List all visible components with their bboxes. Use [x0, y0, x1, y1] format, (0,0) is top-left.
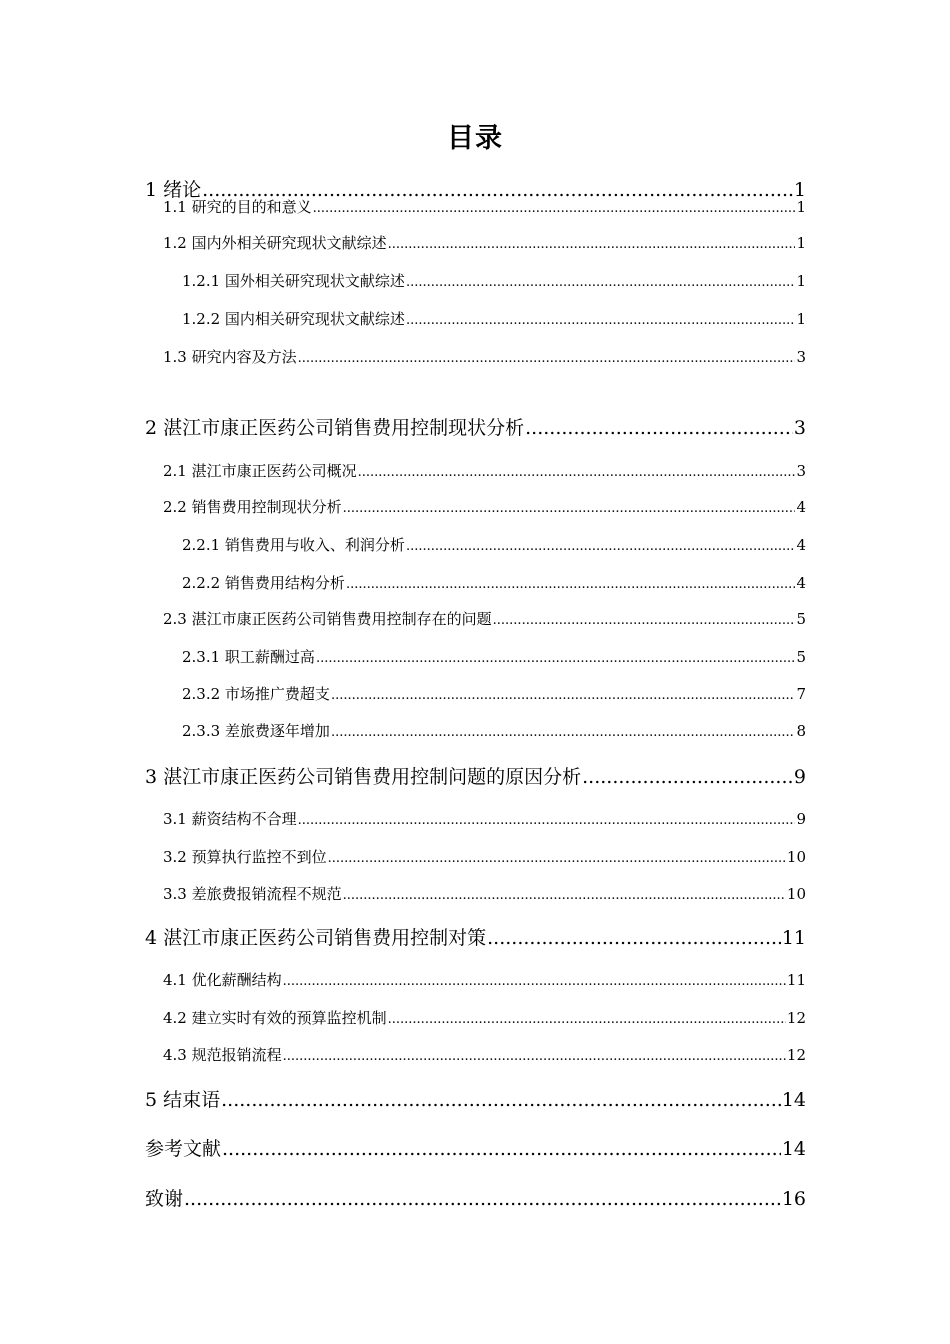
toc-dot-leader [406, 271, 796, 295]
toc-dot-leader [283, 1045, 786, 1069]
toc-entry[interactable] [182, 645, 806, 671]
toc-entry[interactable] [145, 1086, 806, 1114]
toc-dot-leader [493, 609, 796, 633]
toc-dot-leader [316, 647, 796, 671]
toc-dot-leader [525, 414, 793, 442]
toc-page-number: 4 [796, 536, 806, 554]
toc-entry[interactable] [182, 307, 806, 333]
toc-page-number: 1 [793, 179, 806, 201]
toc-dot-leader [298, 809, 796, 833]
toc-entry-title: 2.3.3 差旅费逐年增加 [182, 722, 330, 740]
toc-entry[interactable] [163, 231, 806, 257]
toc-entry[interactable] [163, 345, 806, 371]
toc-dot-leader [406, 309, 796, 333]
toc-dot-leader [331, 721, 796, 745]
toc-page-number: 1 [796, 198, 806, 216]
toc-dot-leader [298, 347, 796, 371]
toc-entry[interactable] [163, 882, 806, 908]
toc-dot-leader [358, 461, 796, 485]
toc-entry[interactable] [182, 533, 806, 559]
toc-dot-leader [346, 573, 796, 597]
toc-dot-leader [406, 535, 796, 559]
toc-entry-title: 4.1 优化薪酬结构 [163, 971, 282, 989]
toc-entry-title: 5 结束语 [145, 1089, 221, 1111]
toc-page-number: 12 [786, 1046, 806, 1064]
toc-entry-title: 4.3 规范报销流程 [163, 1046, 282, 1064]
toc-page-number: 3 [796, 348, 806, 366]
toc-page-number: 9 [793, 766, 806, 788]
toc-entry-title: 致谢 [145, 1188, 184, 1210]
toc-page-number: 4 [796, 498, 806, 516]
toc-entry-title: 2.3 湛江市康正医药公司销售费用控制存在的问题 [163, 610, 492, 628]
toc-dot-leader [388, 1008, 786, 1032]
toc-page-number: 10 [786, 885, 806, 903]
toc-entry-title: 1.2 国内外相关研究现状文献综述 [163, 234, 387, 252]
toc-entry-title: 2.2.1 销售费用与收入、利润分析 [182, 536, 405, 554]
toc-page-number: 11 [781, 927, 806, 949]
toc-entry[interactable] [145, 1185, 806, 1213]
toc-page-number: 8 [796, 722, 806, 740]
toc-entry-title: 2.2.2 销售费用结构分析 [182, 574, 345, 592]
toc-dot-leader [328, 847, 786, 871]
toc-entry[interactable] [163, 1006, 806, 1032]
toc-entry[interactable] [163, 459, 806, 485]
toc-entry-title: 2.1 湛江市康正医药公司概况 [163, 462, 357, 480]
toc-entry[interactable] [182, 719, 806, 745]
toc-page-number: 1 [796, 272, 806, 290]
toc-page-number: 7 [796, 685, 806, 703]
toc-entry-title: 1 绪论 [145, 179, 202, 201]
toc-dot-leader [388, 233, 796, 257]
toc-entry[interactable] [163, 495, 806, 521]
toc-entry[interactable] [145, 414, 806, 442]
toc-entry-title: 1.2.2 国内相关研究现状文献综述 [182, 310, 405, 328]
toc-dot-leader [221, 1086, 781, 1114]
toc-entry-title: 1.3 研究内容及方法 [163, 348, 297, 366]
toc-page-number: 1 [796, 310, 806, 328]
toc-dot-leader [343, 497, 796, 521]
toc-page-number: 10 [786, 848, 806, 866]
toc-dot-leader [487, 924, 781, 952]
toc-entry[interactable] [182, 571, 806, 597]
toc-entry[interactable] [182, 682, 806, 708]
toc-entry-title: 1.2.1 国外相关研究现状文献综述 [182, 272, 405, 290]
toc-entry-title: 参考文献 [145, 1138, 222, 1160]
toc-dot-leader [222, 1135, 781, 1163]
toc-entry-title: 3.2 预算执行监控不到位 [163, 848, 327, 866]
toc-page-number: 11 [786, 971, 806, 989]
toc-entry-title: 2.3.1 职工薪酬过高 [182, 648, 315, 666]
toc-entry[interactable] [163, 1043, 806, 1069]
toc-dot-leader [313, 197, 796, 221]
toc-page-number: 14 [781, 1089, 806, 1111]
toc-entry[interactable] [145, 924, 806, 952]
toc-page-number: 3 [796, 462, 806, 480]
toc-entry[interactable] [145, 1135, 806, 1163]
toc-dot-leader [184, 1185, 781, 1213]
page-title: 目录 [447, 123, 503, 154]
toc-entry[interactable] [163, 195, 806, 221]
toc-page-number: 16 [781, 1188, 806, 1210]
toc-entry-title: 1.1 研究的目的和意义 [163, 198, 312, 216]
toc-page-number: 4 [796, 574, 806, 592]
toc-entry-title: 3 湛江市康正医药公司销售费用控制问题的原因分析 [145, 766, 582, 788]
toc-entry-title: 2.3.2 市场推广费超支 [182, 685, 330, 703]
toc-entry-title: 3.1 薪资结构不合理 [163, 810, 297, 828]
toc-page-number: 3 [793, 417, 806, 439]
toc-entry-title: 4 湛江市康正医药公司销售费用控制对策 [145, 927, 487, 949]
toc-entry[interactable] [163, 607, 806, 633]
toc-entry[interactable] [163, 968, 806, 994]
toc-entry[interactable] [163, 845, 806, 871]
toc-dot-leader [283, 970, 786, 994]
toc-entry-title: 2.2 销售费用控制现状分析 [163, 498, 342, 516]
toc-entry[interactable] [182, 269, 806, 295]
toc-page-number: 12 [786, 1009, 806, 1027]
toc-page-number: 14 [781, 1138, 806, 1160]
toc-dot-leader [582, 763, 793, 791]
toc-dot-leader [331, 684, 796, 708]
toc-entry-title: 3.3 差旅费报销流程不规范 [163, 885, 342, 903]
toc-entry-title: 4.2 建立实时有效的预算监控机制 [163, 1009, 387, 1027]
toc-entry-title: 2 湛江市康正医药公司销售费用控制现状分析 [145, 417, 525, 439]
toc-entry[interactable] [163, 807, 806, 833]
toc-page-number: 5 [796, 610, 806, 628]
toc-page-number: 5 [796, 648, 806, 666]
toc-page-number: 1 [796, 234, 806, 252]
toc-entry[interactable] [145, 763, 806, 791]
toc-page-number: 9 [796, 810, 806, 828]
toc-dot-leader [343, 884, 786, 908]
